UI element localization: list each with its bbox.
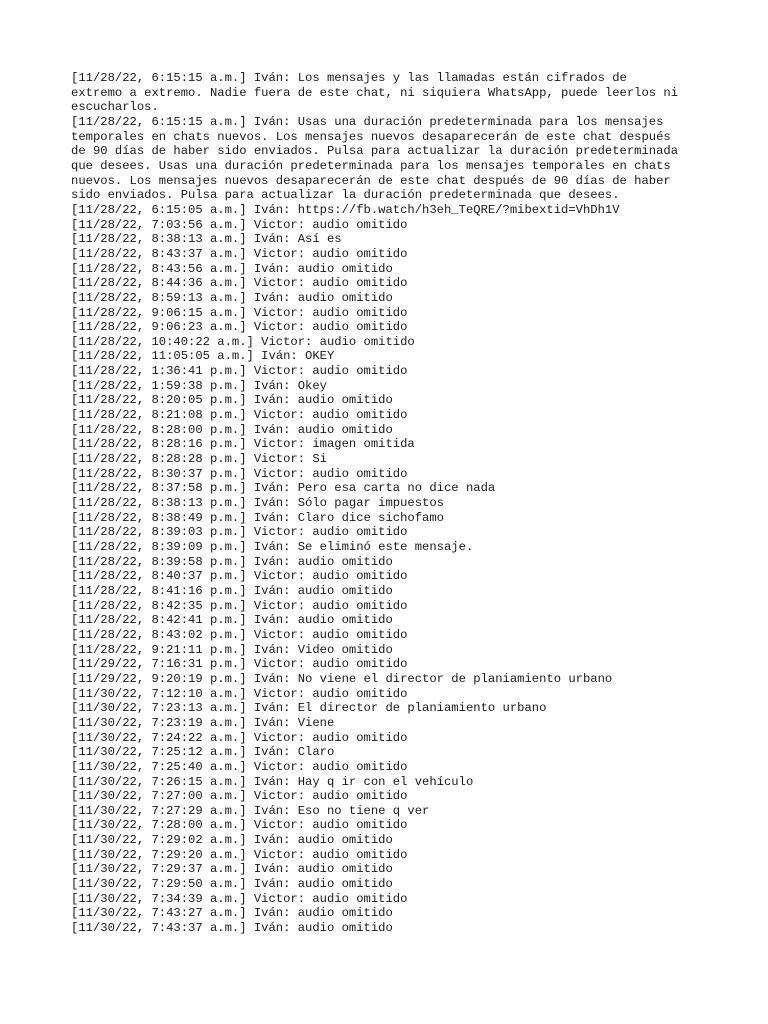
transcript-line: [11/30/22, 7:12:10 a.m.] Victor: audio omitido <box>71 686 408 701</box>
transcript-line: [11/30/22, 7:29:02 a.m.] Iván: audio omitido <box>71 833 393 848</box>
transcript-line: [11/30/22, 7:43:27 a.m.] Iván: audio omitido <box>71 906 393 921</box>
transcript-line: escucharlos. <box>71 100 159 115</box>
transcript-line: que desees. Usas una duración predeterminada para los mensajes temporales en chats <box>71 158 671 173</box>
transcript-line: [11/28/22, 8:41:16 p.m.] Iván: audio omitido <box>71 583 393 598</box>
transcript-line: [11/30/22, 7:23:13 a.m.] Iván: El director de planiamiento urbano <box>71 701 547 716</box>
transcript-line: [11/28/22, 8:39:09 p.m.] Iván: Se eliminó este mensaje. <box>71 540 474 554</box>
transcript-line: [11/30/22, 7:25:12 a.m.] Iván: Claro <box>71 745 335 760</box>
transcript-line: [11/29/22, 7:16:31 p.m.] Victor: audio omitido <box>71 657 408 672</box>
transcript-line: [11/28/22, 8:40:37 p.m.] Victor: audio omitido <box>71 569 408 584</box>
transcript-line: temporales en chats nuevos. Los mensajes nuevos desaparecerán de este chat después <box>71 129 671 144</box>
transcript-line: [11/28/22, 6:15:15 a.m.] Iván: Los mensajes y las llamadas están cifrados de <box>71 71 627 85</box>
transcript-line: [11/30/22, 7:27:00 a.m.] Victor: audio omitido <box>71 789 408 804</box>
transcript-line: [11/29/22, 9:20:19 p.m.] Iván: No viene el director de planiamiento urbano <box>71 671 613 686</box>
transcript-line: [11/28/22, 8:21:08 p.m.] Victor: audio omitido <box>71 408 408 423</box>
transcript-line: [11/28/22, 8:42:41 p.m.] Iván: audio omitido <box>71 613 393 628</box>
transcript-line: [11/30/22, 7:25:40 a.m.] Victor: audio omitido <box>71 759 408 774</box>
transcript-line: [11/30/22, 7:43:37 a.m.] Iván: audio omitido <box>71 921 393 936</box>
transcript-line: [11/28/22, 9:06:23 a.m.] Victor: audio omitido <box>71 320 408 335</box>
transcript-line: [11/28/22, 8:28:16 p.m.] Victor: imagen omitida <box>71 437 415 452</box>
transcript-line: extremo a extremo. Nadie fuera de este chat, ni siquiera WhatsApp, puede leerlos ni <box>71 85 679 100</box>
transcript-line: [11/28/22, 1:59:38 p.m.] Iván: Okey <box>71 378 327 393</box>
transcript-line: [11/28/22, 1:36:41 p.m.] Victor: audio omitido <box>71 364 408 379</box>
transcript-line: [11/28/22, 8:43:56 a.m.] Iván: audio omitido <box>71 261 393 276</box>
transcript-line: [11/28/22, 8:20:05 p.m.] Iván: audio omitido <box>71 393 393 408</box>
transcript-line: [11/30/22, 7:24:22 a.m.] Victor: audio omitido <box>71 730 408 745</box>
transcript-line: [11/28/22, 8:39:58 p.m.] Iván: audio omitido <box>71 554 393 569</box>
transcript-line: [11/28/22, 9:06:15 a.m.] Victor: audio omitido <box>71 305 408 320</box>
transcript-line: [11/28/22, 8:28:00 p.m.] Iván: audio omitido <box>71 422 393 437</box>
transcript-line: [11/28/22, 7:03:56 a.m.] Victor: audio omitido <box>71 217 408 232</box>
chat-transcript-document <box>71 71 711 936</box>
transcript-line: [11/30/22, 7:23:19 a.m.] Iván: Viene <box>71 715 335 730</box>
transcript-line: [11/28/22, 6:15:05 a.m.] Iván: https://fb.watch/h3eh_TeQRE/?mibextid=VhDh1V <box>71 202 620 217</box>
transcript-line: [11/28/22, 9:21:11 p.m.] Iván: Video omitido <box>71 642 393 657</box>
transcript-line: de 90 días de haber sido enviados. Pulsa para actualizar la duración predeterminada <box>71 144 679 159</box>
transcript-line: [11/28/22, 8:44:36 a.m.] Victor: audio omitido <box>71 276 408 291</box>
transcript-line: [11/30/22, 7:28:00 a.m.] Victor: audio omitido <box>71 818 408 833</box>
transcript-line: [11/30/22, 7:26:15 a.m.] Iván: Hay q ir con el vehículo <box>71 774 474 789</box>
transcript-line: [11/28/22, 8:39:03 p.m.] Victor: audio omitido <box>71 525 408 540</box>
transcript-line: [11/28/22, 8:43:02 p.m.] Victor: audio omitido <box>71 627 408 642</box>
transcript-line: [11/28/22, 8:30:37 p.m.] Victor: audio omitido <box>71 466 408 481</box>
transcript-line: [11/30/22, 7:34:39 a.m.] Victor: audio omitido <box>71 891 408 906</box>
transcript-line: [11/28/22, 8:37:58 p.m.] Iván: Pero esa carta no dice nada <box>71 481 496 496</box>
transcript-line: [11/30/22, 7:29:50 a.m.] Iván: audio omitido <box>71 877 393 892</box>
transcript-line: [11/28/22, 11:05:05 a.m.] Iván: OKEY <box>71 349 335 364</box>
transcript-line: [11/28/22, 6:15:15 a.m.] Iván: Usas una duración predeterminada para los mensajes <box>71 114 664 129</box>
transcript-line: [11/30/22, 7:29:20 a.m.] Victor: audio omitido <box>71 847 408 862</box>
transcript-line: [11/28/22, 8:59:13 a.m.] Iván: audio omitido <box>71 290 393 305</box>
transcript-line: [11/28/22, 8:38:49 p.m.] Iván: Claro dice sichofamo <box>71 510 444 525</box>
transcript-line: [11/28/22, 8:38:13 a.m.] Iván: Así es <box>71 232 342 247</box>
transcript-line: [11/28/22, 10:40:22 a.m.] Victor: audio omitido <box>71 334 415 349</box>
transcript-line: sido enviados. Pulsa para actualizar la duración predeterminada que desees. <box>71 188 620 203</box>
transcript-line: [11/28/22, 8:42:35 p.m.] Victor: audio omitido <box>71 598 408 613</box>
transcript-line: [11/28/22, 8:43:37 a.m.] Victor: audio omitido <box>71 246 408 261</box>
transcript-line: [11/28/22, 8:28:28 p.m.] Victor: Si <box>71 452 327 467</box>
transcript-line: [11/28/22, 8:38:13 p.m.] Iván: Sólo pagar impuestos <box>71 496 444 511</box>
transcript-line: [11/30/22, 7:29:37 a.m.] Iván: audio omitido <box>71 862 393 877</box>
transcript-line: [11/30/22, 7:27:29 a.m.] Iván: Eso no tiene q ver <box>71 803 430 818</box>
transcript-line: nuevos. Los mensajes nuevos desaparecerán de este chat después de 90 días de haber <box>71 173 671 188</box>
